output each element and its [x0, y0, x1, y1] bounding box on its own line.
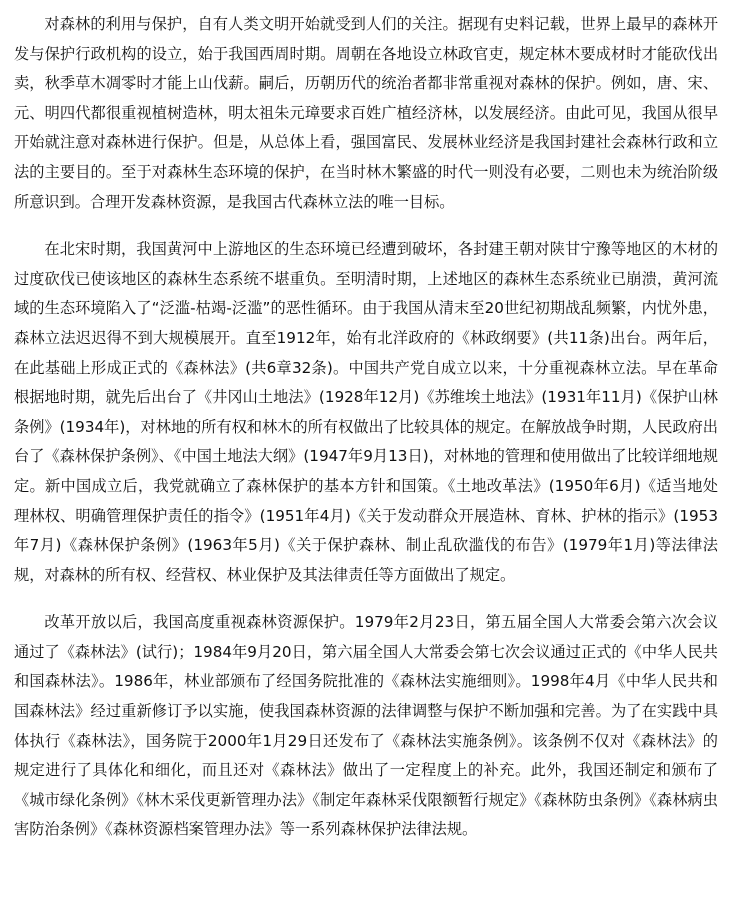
- paragraph-ancient-forest-protection: 对森林的利用与保护，自有人类文明开始就受到人们的关注。据现有史料记载，世界上最早的森林开发与保护行政机构的设立，始于我国西周时期。周朝在各地设立林政官吏，规定林木要成材时才能砍伐出卖，秋季草木凋零时才能上山伐薪。嗣后，历朝历代的统治者都非常重视对森林的保护。例如，唐、宋、元、明四代都很重视植树造林，明太祖朱元璋要求百姓广植经济林，以发展经济。由此可见，我国从很早开始就注意对森林进行保护。但是，从总体上看，强国富民、发展林业经济是我国封建社会森林行政和立法的主要目的。至于对森林生态环境的保护，在当时林木繁盛的时代一则没有必要，二则也未为统治阶级所意识到。合理开发森林资源，是我国古代森林立法的唯一目标。: [14, 15, 718, 211]
- document-body: [14, 10, 718, 845]
- paragraph-reform-era-forest-law: 改革开放以后，我国高度重视森林资源保护。1979年2月23日，第五届全国人大常委会第六次会议通过了《森林法》(试行)；1984年9月20日，第六届全国人大常委会第七次会议通过正式的《中华人民共和国森林法》。1986年，林业部颁布了经国务院批准的《森林法实施细则》。1998年4月《中华人民共和国森林法》经过重新修订予以实施，使我国森林资源的法律调整与保护不断加强和完善。为了在实践中具体执行《森林法》，国务院于2000年1月29日还发布了《森林法实施条例》。该条例不仅对《森林法》的规定进行了具体化和细化，而且还对《森林法》做出了一定程度上的补充。此外，我国还制定和颁布了《城市绿化条例》《林木采伐更新管理办法》《制定年森林采伐限额暂行规定》《森林防虫条例》《森林病虫害防治条例》《森林资源档案管理办法》等一系列森林保护法律法规。: [14, 613, 718, 839]
- paragraph-modern-forest-legislation: 在北宋时期，我国黄河中上游地区的生态环境已经遭到破坏，各封建王朝对陕甘宁豫等地区的木材的过度砍伐已使该地区的森林生态系统不堪重负。至明清时期，上述地区的森林生态系统业已崩溃，黄河流域的生态环境陷入了“泛滥-枯竭-泛滥”的恶性循环。由于我国从清末至20世纪初期战乱频繁，内忧外患，森林立法迟迟得不到大规模展开。直至1912年，始有北洋政府的《林政纲要》(共11条)出台。两年后，在此基础上形成正式的《森林法》(共6章32条)。中国共产党自成立以来，十分重视森林立法。早在革命根据地时期，就先后出台了《井冈山土地法》(1928年12月)《苏维埃土地法》(1931年11月)《保护山林条例》(1934年)，对林地的所有权和林木的所有权做出了比较具体的规定。在解放战争时期，人民政府出台了《森林保护条例》、《中国土地法大纲》(1947年9月13日)，对林地的管理和使用做出了比较详细地规定。新中国成立后，我党就确立了森林保护的基本方针和国策。《土地改革法》(1950年6月)《适当地处理林权、明确管理保护责任的指令》(1951年4月)《关于发动群众开展造林、育林、护林的指示》(1953年7月)《森林保护条例》(1963年5月)《关于保护森林、制止乱砍滥伐的布告》(1979年1月)等法律法规，对森林的所有权、经营权、林业保护及其法律责任等方面做出了规定。: [14, 240, 718, 584]
